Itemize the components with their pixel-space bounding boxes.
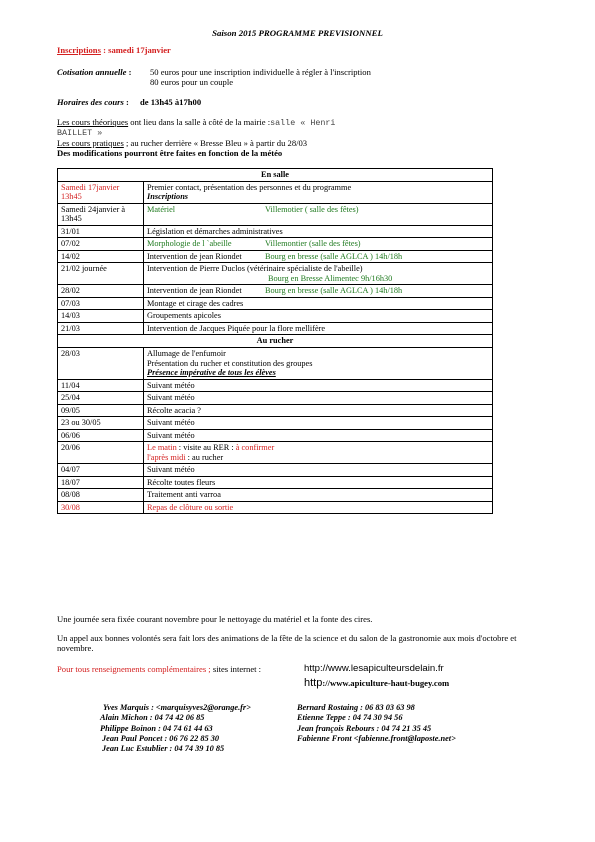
row-date: 21/02 journée <box>58 263 144 285</box>
inscriptions-line <box>57 45 171 55</box>
contact-entry: Jean Paul Poncet : 06 76 22 85 30 <box>102 734 220 744</box>
table-row <box>58 297 493 310</box>
row-date: 07/03 <box>58 297 144 310</box>
cours-block <box>57 117 497 159</box>
row-date: 28/02 <box>58 285 144 298</box>
table-row <box>58 489 493 502</box>
cours-theo-text: ont lieu dans la salle à côté de la mairie : <box>128 117 271 127</box>
cours-theo-label: Les cours théoriques <box>57 117 129 127</box>
contact-entry: Alain Michon : 04 74 42 06 85 <box>100 713 205 723</box>
row-text-red: Le matin <box>147 443 177 453</box>
table-row <box>58 429 493 442</box>
row-date: 08/08 <box>58 489 144 502</box>
table-row <box>58 310 493 323</box>
row-text-red: l'après midi <box>147 452 186 462</box>
row-date: 21/03 <box>58 322 144 335</box>
contact-entry: Bernard Rostaing : 06 83 03 63 98 <box>297 703 415 712</box>
row-text-main: Intervention de Pierre Duclos (vétérinaire spécialiste de l'abeille) <box>147 264 363 274</box>
row-date: 11/04 <box>58 379 144 392</box>
table-row <box>58 238 493 251</box>
row-text <box>144 285 493 298</box>
contact-entry: Jean Luc Estublier : 04 74 39 10 85 <box>102 744 225 754</box>
row-text-main: Matériel <box>147 204 176 214</box>
row-text: Suivant météo <box>144 379 493 392</box>
renseignements-label: Pour tous renseignements complémentaires ; <box>57 664 211 674</box>
cours-prat-text: ; au rucher derrière « Bresse Bleu » à partir du 28/03 <box>123 138 308 149</box>
contact-entry: Jean françois Rebours : 04 74 21 35 45 <box>297 723 432 733</box>
cours-theo-line <box>57 117 497 128</box>
table-row <box>58 464 493 477</box>
section-title: En salle <box>58 169 493 182</box>
row-date: 23 ou 30/05 <box>58 417 144 430</box>
contact-entry: Yves Marquis : <marquisyves2@orange.fr> <box>103 703 251 712</box>
row-date: 14/03 <box>58 310 144 323</box>
row-text: Intervention de Jacques Piquée pour la flore mellifère <box>144 322 493 335</box>
row-date: Samedi 17janvier 13h45 <box>58 181 144 203</box>
row-text-main: Intervention de jean Riondet <box>147 251 242 261</box>
contacts-left <box>100 703 251 755</box>
cours-modif: Des modifications pourront être faites en fonction de la météo <box>57 148 283 159</box>
row-text <box>144 203 493 225</box>
row-text: Récolte toutes fleurs <box>144 476 493 489</box>
row-date: 14/02 <box>58 250 144 263</box>
table-row <box>58 392 493 405</box>
row-date: 18/07 <box>58 476 144 489</box>
row-text <box>144 263 493 285</box>
row-text: Repas de clôture ou sortie <box>144 501 493 514</box>
row-text-line <box>147 453 489 463</box>
site-link-2-prefix: http <box>304 677 323 689</box>
row-location: Bourg en bresse (salle AGLCA ) 14h/18h <box>265 251 403 261</box>
row-date: 07/02 <box>58 238 144 251</box>
section-title: Au rucher <box>58 335 493 348</box>
row-location: Villemontier (salle des fêtes) <box>265 239 361 249</box>
renseignements-line <box>57 664 261 674</box>
cotisation-line2: 80 euros pour un couple <box>150 77 234 87</box>
row-text: Suivant météo <box>144 429 493 442</box>
cours-prat-label: Les cours pratiques <box>57 138 124 149</box>
site-link-2-rest: ://www.apiculture-haut-bugey.com <box>322 678 450 688</box>
row-text: Récolte acacia ? <box>144 404 493 417</box>
row-date: 06/06 <box>58 429 144 442</box>
row-date: 31/01 <box>58 225 144 238</box>
row-text: Groupements apicoles <box>144 310 493 323</box>
row-text <box>144 442 493 464</box>
row-text-emphasis: Présence impérative de tous les élèves <box>147 368 276 378</box>
row-text: Suivant météo <box>144 464 493 477</box>
table-row <box>58 250 493 263</box>
row-text <box>144 181 493 203</box>
row-date: 20/06 <box>58 442 144 464</box>
row-text-line: Présentation du rucher et constitution des groupes <box>147 358 313 368</box>
horaires-label-wrap <box>57 97 129 107</box>
row-location: Bourg en bresse (salle AGLCA ) 14h/18h <box>265 286 403 296</box>
table-row <box>58 225 493 238</box>
inscriptions-label: Inscriptions <box>57 45 101 55</box>
table-row <box>58 379 493 392</box>
cotisation-sep: : <box>126 67 132 77</box>
row-text: Suivant météo <box>144 417 493 430</box>
table-row <box>58 203 493 225</box>
row-location: Villemotier ( salle des fêtes) <box>265 204 359 214</box>
row-text: Législation et démarches administratives <box>144 225 493 238</box>
cotisation-line1: 50 euros pour une inscription individuelle à régler à l'inscription <box>150 67 371 77</box>
row-text-main: Intervention de jean Riondet <box>147 286 242 296</box>
table-row <box>58 442 493 464</box>
table-row <box>58 285 493 298</box>
row-date: 25/04 <box>58 392 144 405</box>
row-text: Montage et cirage des cadres <box>144 297 493 310</box>
horaires-sep: : <box>123 97 129 107</box>
page-title: Saison 2015 PROGRAMME PREVISIONNEL <box>212 28 383 38</box>
table-row <box>58 181 493 203</box>
contact-entry: Fabienne Front <fabienne.front@laposte.net> <box>297 734 456 744</box>
table-row <box>58 404 493 417</box>
programme-table <box>57 168 493 514</box>
site-link-2[interactable] <box>304 677 449 690</box>
row-location: Bourg en Bresse Alimentec 9h/16h30 <box>268 273 393 283</box>
row-text <box>144 250 493 263</box>
table-row <box>58 347 493 379</box>
cours-theo-mono2: BAILLET » <box>57 128 103 139</box>
table-row <box>58 501 493 514</box>
table-row <box>58 476 493 489</box>
cours-prat-line <box>57 138 497 148</box>
contacts-right <box>297 703 456 744</box>
row-text-line2: Inscriptions <box>147 192 189 202</box>
contact-entry: Etienne Teppe : 04 74 30 94 56 <box>297 713 403 723</box>
row-date: 28/03 <box>58 347 144 379</box>
section-header-salle <box>58 169 493 182</box>
note-nettoyage: Une journée sera fixée courant novembre pour le nettoyage du matériel et la fonte des cires. <box>57 614 373 624</box>
site-link-1[interactable]: http://www.lesapiculteursdelain.fr <box>304 663 444 674</box>
row-date: 04/07 <box>58 464 144 477</box>
horaires-label: Horaires des cours <box>57 97 124 107</box>
section-header-rucher <box>58 335 493 348</box>
row-text: Traitement anti varroa <box>144 489 493 502</box>
row-text: Suivant météo <box>144 392 493 405</box>
row-text-red: à confirmer <box>235 443 275 453</box>
row-date: 09/05 <box>58 404 144 417</box>
cotisation-label: Cotisation annuelle <box>57 67 127 77</box>
row-text-black: : visite au RER : <box>176 443 236 453</box>
table-row <box>58 417 493 430</box>
cotisation-label-wrap <box>57 67 132 77</box>
sites-label: sites internet : <box>210 664 262 674</box>
row-text-main: Morphologie de l `abeille <box>147 239 232 249</box>
row-text <box>144 347 493 379</box>
row-date: Samedi 24janvier à 13h45 <box>58 203 144 225</box>
note-appel: Un appel aux bonnes volontés sera fait lors des animations de la fête de la science et du salon de la gastronomie aux mois d'octobre et novembre. <box>57 633 517 654</box>
table-row <box>58 263 493 285</box>
inscriptions-value: : samedi 17janvier <box>100 45 171 55</box>
table-row <box>58 322 493 335</box>
cours-theo-mono1: salle « Henri <box>270 118 336 128</box>
row-text-line: Allumage de l'enfumoir <box>147 348 226 358</box>
row-text <box>144 238 493 251</box>
row-date: 30/08 <box>58 501 144 514</box>
horaires-value: de 13h45 à17h00 <box>140 97 202 107</box>
contact-entry: Philippe Boinon : 04 74 61 44 63 <box>100 723 213 733</box>
row-text-black: : au rucher <box>185 452 224 462</box>
row-text-line <box>147 443 489 453</box>
row-text-line: Premier contact, présentation des personnes et du programme <box>147 182 352 192</box>
